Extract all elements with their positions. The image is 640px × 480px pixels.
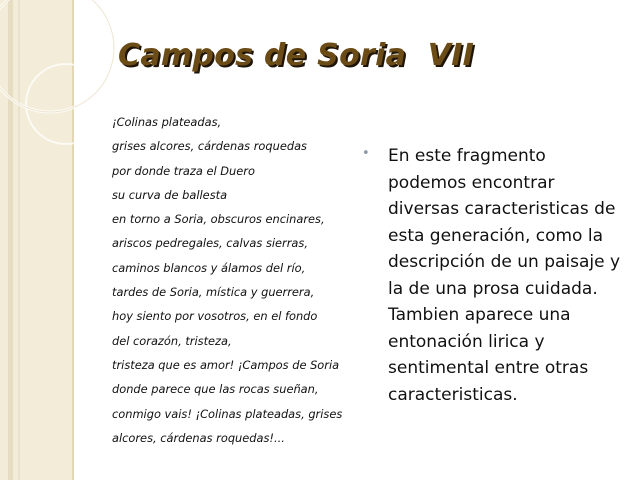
bullet-dot-icon: • [362, 146, 370, 161]
poem-line: alcores, cárdenas roquedas!... [112, 430, 285, 445]
poem-line: su curva de ballesta [112, 187, 228, 202]
poem-line: tardes de Soria, mística y guerrera, [112, 285, 315, 300]
poem-text [112, 110, 342, 450]
poem-line: del corazón, tristeza, [112, 333, 232, 348]
poem-line: por donde traza el Duero [112, 163, 255, 178]
poem-line: ¡Colinas plateadas, [112, 115, 222, 129]
poem-line: donde parece que las rocas sueñan, [112, 382, 319, 397]
decorative-circle-outline [0, 0, 114, 112]
slide-title: Campos de Soria VII [118, 38, 475, 73]
poem-line: ariscos pedregales, calvas sierras, [112, 236, 308, 251]
poem-line: hoy siento por vosotros, en el fondo [112, 309, 318, 324]
poem-line: en torno a Soria, obscuros encinares, [112, 212, 325, 227]
poem-line: grises alcores, cárdenas roquedas [112, 139, 307, 154]
decorative-circle-small [26, 64, 106, 144]
poem-line: conmigo vais! ¡Colinas plateadas, grises [112, 406, 343, 421]
poem-line: caminos blancos y álamos del río, [112, 260, 306, 275]
commentary-text: En este fragmento podemos encontrar diversas caracteristicas de esta generación, como la descripción de un paisaje y la de una prosa cuidada. Tambien aparece una entonación lirica y sentimental entre otras caracteristicas. [388, 146, 621, 405]
decorative-circle-large [0, 0, 114, 112]
poem-line: tristeza que es amor! ¡Campos de Soria [112, 357, 340, 372]
